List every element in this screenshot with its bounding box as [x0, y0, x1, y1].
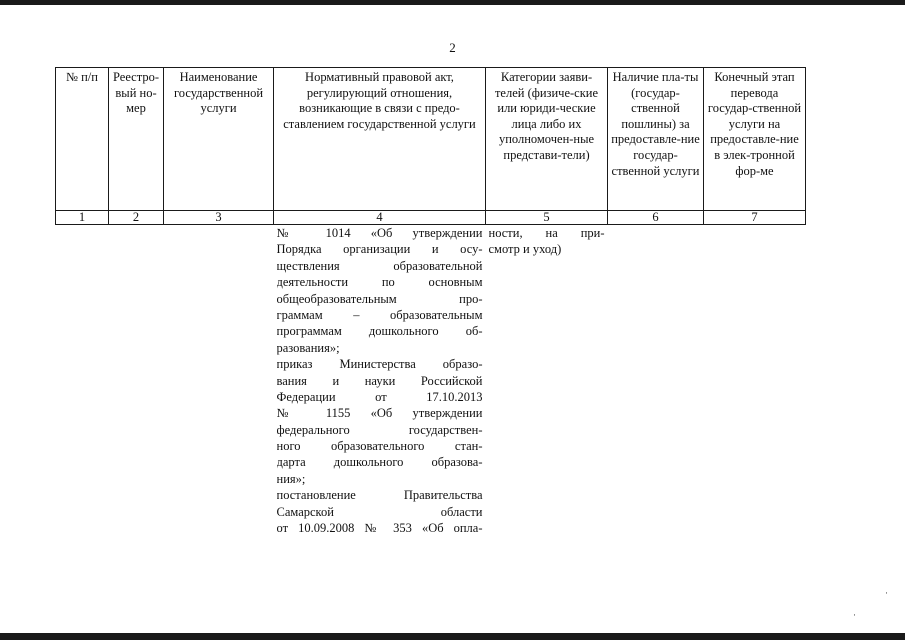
- column-number: 1: [56, 211, 109, 225]
- normative-act-line: № 1014 «Об утверждении: [276, 226, 483, 240]
- normative-act-line: общеобразовательным про-: [276, 291, 483, 306]
- normative-act-line: федерального государствен-: [276, 422, 483, 437]
- normative-act-line: приказ Министерства образо-: [276, 357, 483, 372]
- column-number: 5: [486, 211, 608, 225]
- scan-border-top: [0, 0, 905, 5]
- normative-act-line: ния»;: [276, 471, 306, 486]
- header-cell: Реестро-вый но-мер: [109, 68, 164, 211]
- applicant-category-line: ности, на при-: [488, 226, 605, 240]
- header-row: [56, 68, 806, 211]
- normative-act-line: от 10.09.2008 № 353 «Об опла-: [276, 521, 483, 536]
- column-number-row: [56, 211, 806, 225]
- normative-act-cell: [274, 225, 486, 537]
- scan-border-bottom: [0, 633, 905, 640]
- normative-act-line: ного образовательного стан-: [276, 439, 483, 454]
- normative-act-line: граммам – образовательным: [276, 307, 483, 322]
- scan-speck: ·: [853, 610, 856, 620]
- normative-act-line: деятельности по основным: [276, 275, 483, 290]
- normative-act-line: Федерации от 17.10.2013: [276, 389, 483, 404]
- scan-speck: ·: [885, 588, 888, 598]
- header-cell: Конечный этап перевода государ-ственной услуги на предоставле-ние в элек-тронной фор-ме: [704, 68, 806, 211]
- column-number: 4: [274, 211, 486, 225]
- column-number: 3: [164, 211, 274, 225]
- services-table: [55, 67, 806, 536]
- header-cell: Наименование государственной услуги: [164, 68, 274, 211]
- normative-act-line: Самарской области: [276, 504, 483, 519]
- header-cell: Категории заяви-телей (физиче-ские или юриди-ческие лица либо их уполномочен-ные представи-тели): [486, 68, 608, 211]
- applicant-category-cell: [486, 225, 608, 537]
- normative-act-line: Порядка организации и осу-: [276, 242, 483, 257]
- applicant-category-line: смотр и уход): [488, 242, 562, 257]
- normative-act-line: № 1155 «Об утверждении: [276, 406, 483, 421]
- normative-act-line: программам дошкольного об-: [276, 324, 483, 339]
- page-number: 2: [449, 40, 456, 55]
- normative-act-line: постановление Правительства: [276, 488, 483, 503]
- column-number: 7: [704, 211, 806, 225]
- normative-act-line: дарта дошкольного образова-: [276, 455, 483, 470]
- header-cell: Нормативный правовой акт, регулирующий отношения, возникающие в связи с предо-ставлением государственной услуги: [274, 68, 486, 211]
- continuation-row: [56, 225, 806, 537]
- normative-act-line: разования»;: [276, 340, 340, 355]
- column-number: 2: [109, 211, 164, 225]
- header-cell: № п/п: [56, 68, 109, 211]
- header-cell: Наличие пла-ты (государ-ственной пошлины) за предоставле-ние государ-ственной услуги: [608, 68, 704, 211]
- normative-act-line: ществления образовательной: [276, 258, 483, 273]
- normative-act-line: вания и науки Российской: [276, 373, 483, 388]
- column-number: 6: [608, 211, 704, 225]
